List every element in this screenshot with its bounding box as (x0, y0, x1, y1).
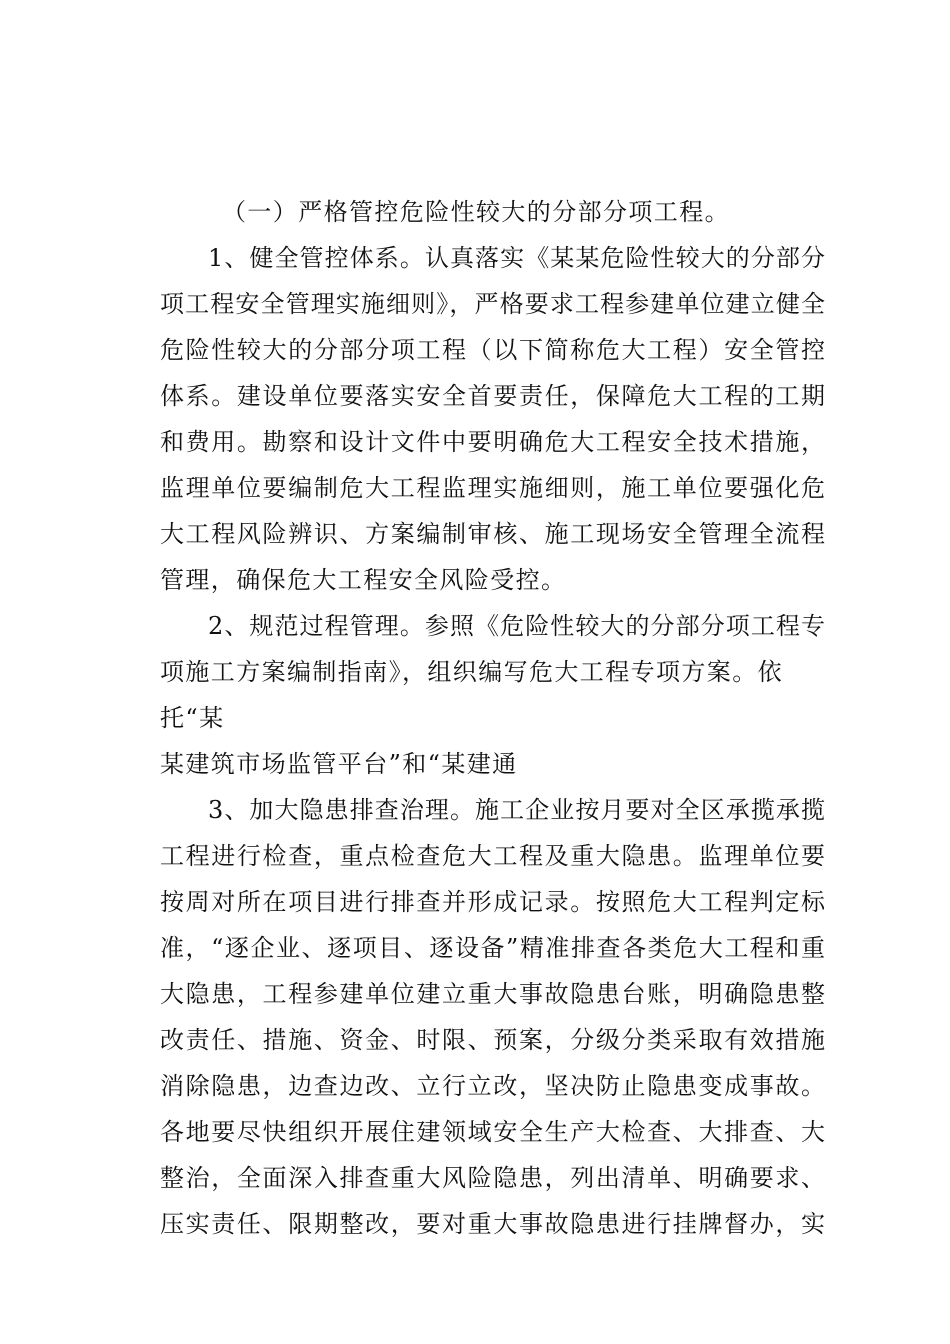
paragraph-line: 托“某 (160, 704, 225, 732)
paragraph-line: 和费用。勘察和设计文件中要明确危大工程安全技术措施， (160, 428, 825, 456)
section-heading: （一）严格管控危险性较大的分部分项工程。 (222, 198, 730, 226)
paragraph-line: 体系。建设单位要落实安全首要责任，保障危大工程的工期 (160, 382, 825, 410)
paragraph-line: 各地要尽快组织开展住建领域安全生产大检查、大排查、大 (160, 1118, 825, 1146)
paragraph-line: 管理，确保危大工程安全风险受控。 (160, 566, 567, 594)
paragraph-line: 危险性较大的分部分项工程（以下简称危大工程）安全管控 (160, 336, 825, 364)
paragraph-line: 项施工方案编制指南》，组织编写危大工程专项方案。依 (160, 658, 783, 686)
paragraph-line: 1、健全管控体系。认真落实《某某危险性较大的分部分 (208, 244, 825, 272)
paragraph-line: 压实责任、限期整改，要对重大事故隐患进行挂牌督办，实 (160, 1210, 825, 1238)
paragraph-line: 大工程风险辨识、方案编制审核、施工现场安全管理全流程 (160, 520, 825, 548)
paragraph-line: 大隐患，工程参建单位建立重大事故隐患台账，明确隐患整 (160, 980, 825, 1008)
paragraph-line: 监理单位要编制危大工程监理实施细则，施工单位要强化危 (160, 474, 825, 502)
paragraph-line: 某建筑市场监管平台”和“某建通 (160, 750, 518, 778)
paragraph-line: 工程进行检查，重点检查危大工程及重大隐患。监理单位要 (160, 842, 825, 870)
paragraph-line: 2、规范过程管理。参照《危险性较大的分部分项工程专 (208, 612, 825, 640)
paragraph-line: 3、加大隐患排查治理。施工企业按月要对全区承揽承揽 (208, 796, 825, 824)
paragraph-line: 整治，全面深入排查重大风险隐患，列出清单、明确要求、 (160, 1164, 825, 1192)
paragraph-line: 改责任、措施、资金、时限、预案，分级分类采取有效措施 (160, 1026, 825, 1054)
paragraph-line: 项工程安全管理实施细则》，严格要求工程参建单位建立健全 (160, 290, 825, 318)
paragraph-line: 消除隐患，边查边改、立行立改，坚决防止隐患变成事故。 (160, 1072, 825, 1100)
paragraph-line: 准，“逐企业、逐项目、逐设备”精准排查各类危大工程和重 (160, 934, 825, 962)
paragraph-line: 按周对所在项目进行排查并形成记录。按照危大工程判定标 (160, 888, 825, 916)
